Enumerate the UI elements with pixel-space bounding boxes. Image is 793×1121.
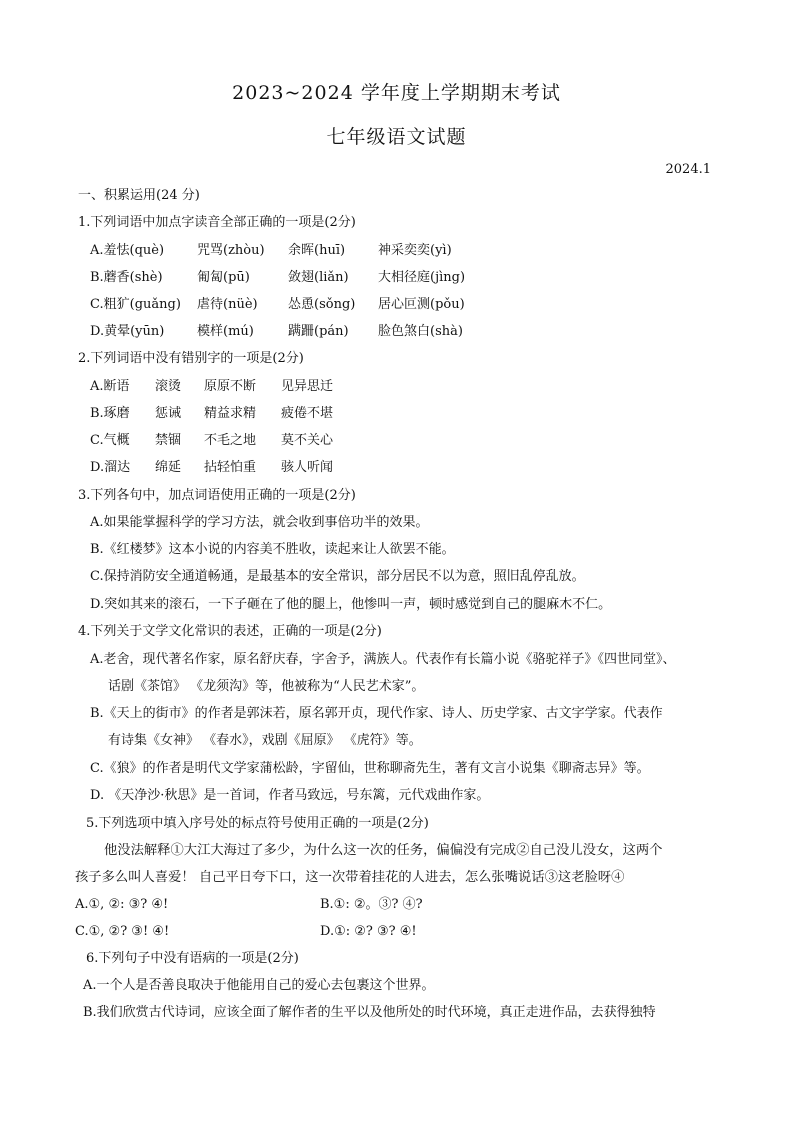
question-6-stem: 6.下列句子中没有语病的一项是(2分) (86, 951, 299, 966)
question-3-stem: 3.下列各句中，加点词语使用正确的一项是(2分) (78, 488, 356, 503)
option-cell: 蹒跚(pán) (288, 324, 349, 339)
exam-subtitle: 七年级语文试题 (326, 126, 467, 148)
question-5-passage-line1: 他没法解释①大江大海过了多少，为什么这一次的任务，偏偏没有完成②自己没儿没女，这两个 (104, 843, 663, 858)
option-cell: 不毛之地 (204, 433, 257, 448)
question-1-stem: 1.下列词语中加点字读音全部正确的一项是(2分) (78, 215, 356, 230)
option-cell: 大相径庭(jìng) (378, 270, 466, 285)
question-6-option-b: B.我们欣赏古代诗词，应该全面了解作者的生平以及他所处的时代环境，真正走进作品，去获得独特 (83, 1005, 656, 1020)
option-cell: A.羞怯(què) (90, 243, 165, 258)
question-3-option-d: D.突如其来的滚石，一下子砸在了他的腿上，他惨叫一声，顿时感觉到自己的腿麻木不仁。 (90, 597, 612, 612)
option-cell: 惩诫 (155, 406, 182, 421)
question-4-option-a-line2: 话剧《茶馆》 《龙须沟》等，他被称为“人民艺术家”。 (108, 679, 425, 694)
question-5-option-b: B.①: ②。③? ④? (320, 897, 423, 912)
option-cell: 骇人听闻 (281, 460, 334, 475)
option-cell: 脸色煞白(shà) (378, 324, 463, 339)
option-cell: 莫不关心 (281, 433, 334, 448)
option-cell: B.蘑香(shè) (90, 270, 163, 285)
question-5-option-d: D.①: ②? ③? ④! (320, 924, 417, 939)
option-cell: 匍匐(pū) (197, 270, 250, 285)
option-cell: 拈轻怕重 (204, 460, 257, 475)
question-6-option-a: A.一个人是否善良取决于他能用自己的爱心去包裹这个世界。 (83, 978, 435, 993)
option-cell: 精益求精 (204, 406, 257, 421)
question-4-stem: 4.下列关于文学文化常识的表述，正确的一项是(2分) (78, 624, 382, 639)
option-cell: 神采奕奕(yì) (378, 243, 452, 258)
option-cell: 疲倦不堪 (281, 406, 334, 421)
question-2-stem: 2.下列词语中没有错别字的一项是(2分) (78, 351, 304, 366)
option-cell: 怂恿(sǒng) (288, 297, 356, 312)
question-5-passage-line2: 孩子多么叫人喜爱！ 自己平日夸下口，这一次带着挂花的人进去，怎么张嘴说话③这老脸呀④ (75, 870, 625, 885)
option-cell: 咒骂(zhòu) (197, 243, 265, 258)
question-4-option-b-line2: 有诗集《女神》 《春水》，戏剧《屈原》 《虎符》等。 (108, 733, 422, 748)
option-cell: 模样(mú) (197, 324, 254, 339)
question-4-option-a-line1: A.老舍，现代著名作家，原名舒庆春，字舍予，满族人。代表作有长篇小说《骆驼祥子》《四世同堂》、 (90, 652, 676, 667)
question-4-option-b-line1: B.《天上的街市》的作者是郭沫若，原名郭开贞，现代作家、诗人、历史学家、古文字学家。代表作 (90, 706, 663, 721)
exam-date: 2024.1 (665, 162, 711, 177)
question-5-option-c: C.①, ②? ③! ④! (75, 924, 170, 939)
option-cell: 敛翅(liǎn) (288, 270, 349, 285)
question-5-stem: 5.下列选项中填入序号处的标点符号使用正确的一项是(2分) (86, 816, 429, 831)
option-cell: 禁锢 (155, 433, 182, 448)
section-heading: 一、积累运用(24 分) (78, 188, 200, 203)
option-cell: 虐待(nüè) (197, 297, 258, 312)
option-cell: 余晖(huī) (288, 243, 346, 258)
option-cell: 滚烫 (155, 379, 182, 394)
exam-title: 2023~2024 学年度上学期期末考试 (232, 82, 561, 104)
option-cell: 见异思迁 (281, 379, 334, 394)
option-cell: 原原不断 (204, 379, 257, 394)
option-cell: B.琢磨 (90, 406, 130, 421)
question-3-option-b: B.《红楼梦》这本小说的内容美不胜收，读起来让人欲罢不能。 (90, 542, 455, 557)
option-cell: 居心叵测(pǒu) (378, 297, 465, 312)
question-5-option-a: A.①, ②: ③? ④! (75, 897, 169, 912)
option-cell: D.溜达 (90, 460, 131, 475)
option-cell: C.粗犷(guǎng) (90, 297, 181, 312)
option-cell: C.气概 (90, 433, 130, 448)
option-cell: A.断语 (90, 379, 130, 394)
question-3-option-c: C.保持消防安全通道畅通，是最基本的安全常识，部分居民不以为意，照旧乱停乱放。 (90, 569, 585, 584)
question-3-option-a: A.如果能掌握科学的学习方法，就会收到事倍功半的效果。 (90, 515, 429, 530)
option-cell: 绵延 (155, 460, 182, 475)
option-cell: D.黄晕(yūn) (90, 324, 165, 339)
question-4-option-d: D. 《天净沙·秋思》是一首词，作者马致远，号东篱，元代戏曲作家。 (90, 788, 490, 803)
question-4-option-c: C.《狼》的作者是明代文学家蒲松龄，字留仙，世称聊斋先生，著有文言小说集《聊斋志异》等。 (90, 761, 650, 776)
